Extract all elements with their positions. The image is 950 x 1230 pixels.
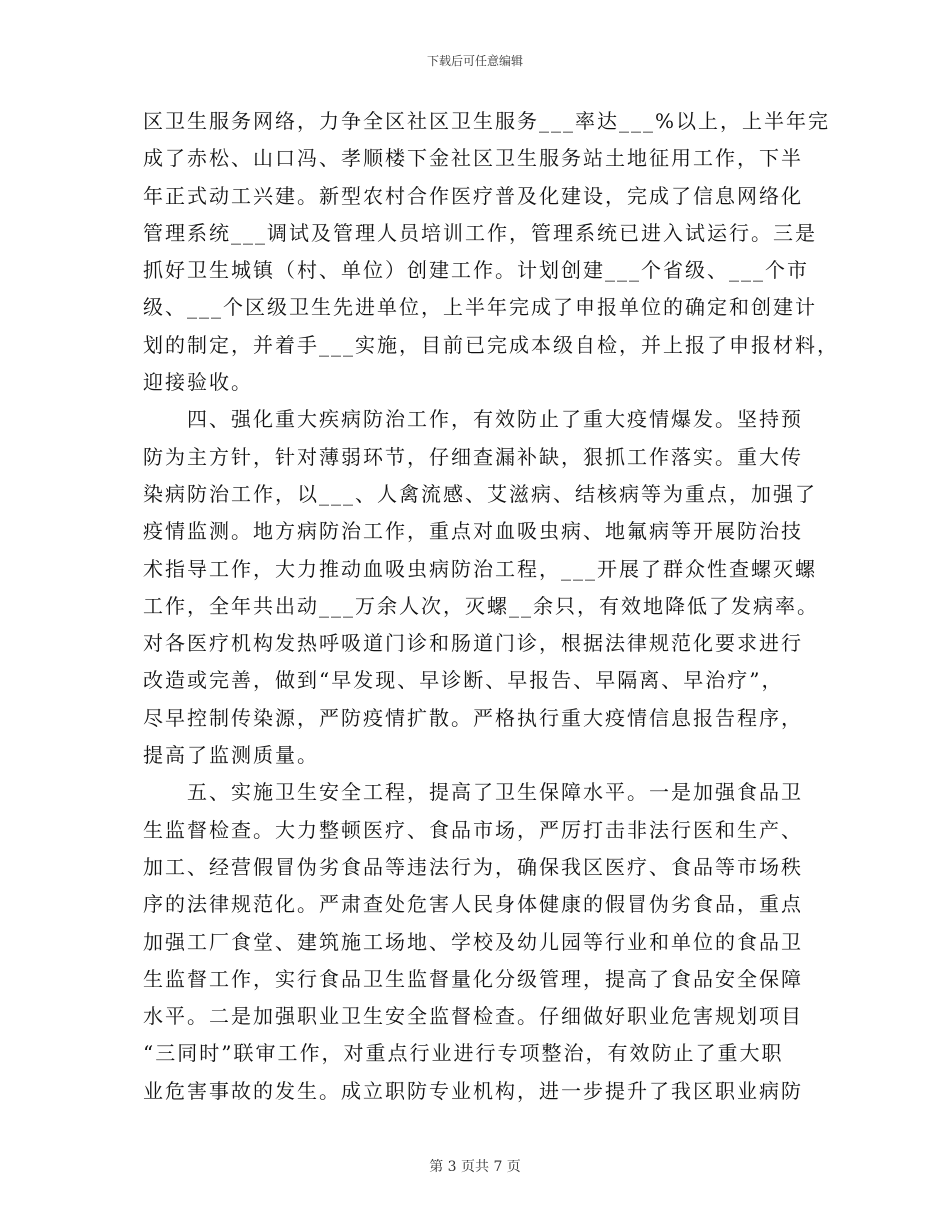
text-line: 抓好卫生城镇（村、单位）创建工作。计划创建___个省级、___个市: [143, 258, 809, 283]
text-line: 水平。二是加强职业卫生安全监督检查。仔细做好职业危害规划项目: [143, 1004, 803, 1029]
text-line: 五、实施卫生安全工程，提高了卫生保障水平。一是加强食品卫: [143, 780, 803, 805]
text-line: 改造或完善，做到“早发现、早诊断、早报告、早隔离、早治疗”，: [143, 668, 784, 693]
text-line: 年正式动工兴建。新型农村合作医疗普及化建设，完成了信息网络化: [143, 183, 803, 208]
text-line: 生监督工作，实行食品卫生监督量化分级管理，提高了食品安全保障: [143, 966, 803, 991]
text-line: 提高了监测质量。: [143, 743, 319, 768]
text-line: 疫情监测。地方病防治工作，重点对血吸虫病、地氟病等开展防治技: [143, 519, 803, 544]
text-line: 划的制定，并着手___实施，目前已完成本级自检，并上报了申报材料，: [143, 332, 839, 357]
page-header: 下载后可任意编辑: [426, 54, 523, 68]
text-line: 加工、经营假冒伪劣食品等违法行为，确保我区医疗、食品等市场秩: [143, 854, 803, 879]
text-line: “三同时”联审工作，对重点行业进行专项整治，有效防止了重大职: [143, 1041, 784, 1066]
text-line: 术指导工作，大力推动血吸虫病防治工程，___开展了群众性查螺灭螺: [143, 556, 817, 581]
text-line: 对各医疗机构发热呼吸道门诊和肠道门诊，根据法律规范化要求进行: [143, 631, 803, 656]
text-line: 区卫生服务网络，力争全区社区卫生服务___率达___%以上，上半年完: [143, 109, 831, 133]
text-line: 业危害事故的发生。成立职防专业机构，进一步提升了我区职业病防: [143, 1078, 803, 1103]
page-footer: 第 3 页共 7 页: [429, 1159, 521, 1175]
text-line: 成了赤松、山口冯、孝顺楼下金社区卫生服务站土地征用工作，下半: [143, 146, 803, 171]
text-line: 四、强化重大疾病防治工作，有效防止了重大疫情爆发。坚持预: [143, 407, 803, 432]
text-line: 尽早控制传染源，严防疫情扩散。严格执行重大疫情信息报告程序，: [143, 705, 803, 730]
text-line: 加强工厂食堂、建筑施工场地、学校及幼儿园等行业和单位的食品卫: [143, 929, 803, 954]
text-line: 工作，全年共出动___万余人次，灭螺__余只，有效地降低了发病率。: [143, 593, 819, 618]
text-line: 序的法律规范化。严肃查处危害人民身体健康的假冒伪劣食品，重点: [143, 892, 803, 917]
text-line: 防为主方针，针对薄弱环节，仔细查漏补缺，狠抓工作落实。重大传: [143, 444, 803, 469]
text-line: 迎接验收。: [143, 370, 253, 395]
text-line: 级、___个区级卫生先进单位，上半年完成了申报单位的确定和创建计: [143, 295, 817, 320]
document-body: [143, 103, 839, 1110]
text-line: 生监督检查。大力整顿医疗、食品市场，严厉打击非法行医和生产、: [143, 817, 803, 842]
text-line: 染病防治工作，以___、人禽流感、艾滋病、结核病等为重点，加强了: [143, 481, 817, 506]
text-line: 管理系统___调试及管理人员培训工作，管理系统已进入试运行。三是: [143, 220, 817, 245]
